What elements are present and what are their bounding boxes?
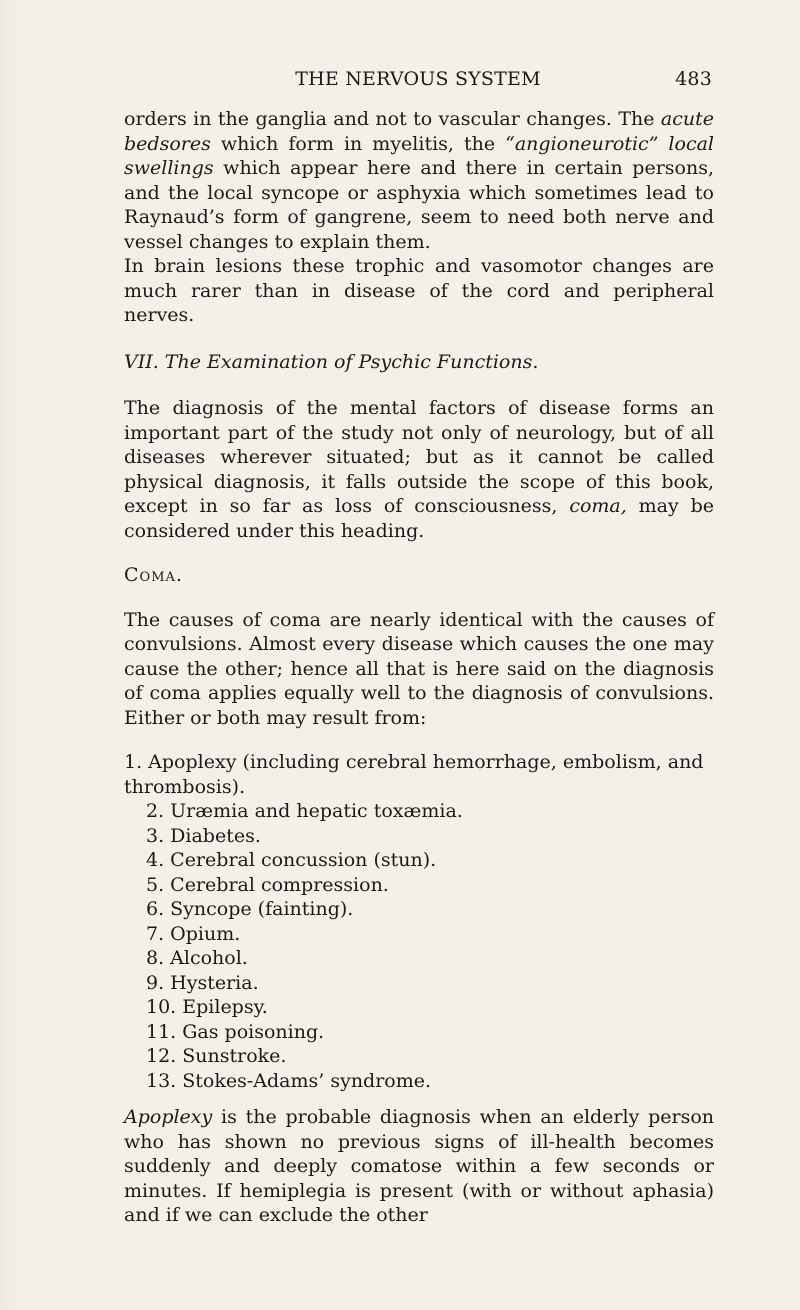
list-item: 2. Uræmia and hepatic toxæmia.: [146, 800, 463, 822]
italic-term: “angioneurotic” local swellings: [124, 132, 714, 179]
list-item: 13. Stokes-Adams’ syndrome.: [146, 1069, 432, 1092]
list-item: 12. Sunstroke.: [146, 1045, 287, 1067]
list-item: 9. Hysteria.: [146, 971, 259, 994]
paragraph-text: which form in myelitis, the: [210, 132, 506, 155]
paragraph-text: is the probable diagnosis when an elderly person who has shown no previous signs of ill-health becomes suddenly and deeply comatose within a few seconds or minutes. If hemiplegia is present (with or without aphasia) and if we can exclude the other: [124, 1106, 714, 1226]
paragraph-text: may be considered under this heading.: [124, 495, 714, 542]
paragraph-coma-causes: The causes of coma are nearly identical with the causes of convulsions. Almost every disease which causes the one may cause the other; hence all that is here said on the diagnosis of coma applies equally well to the diagnosis of convulsions. Either or both may result from:: [124, 608, 714, 729]
causes-list: [124, 750, 714, 1093]
paragraph-text: orders in the ganglia and not to vascular changes. The: [124, 108, 661, 130]
list-item: 8. Alcohol.: [146, 947, 248, 969]
paragraph-bedsores: [124, 107, 714, 254]
paragraph-text: which appear here and there in certain persons, and the local syncope or asphyxia which sometimes lead to Raynaud’s form of gangrene, seem to need both nerve and vessel changes to explain them.: [124, 157, 714, 253]
list-item: 5. Cerebral compression.: [146, 873, 389, 896]
coma-heading: Coma.: [124, 564, 183, 586]
italic-term: coma,: [569, 495, 627, 517]
paragraph-text: In brain lesions these trophic and vasomotor changes are much rarer than in disease of the cord and peripheral nerves.: [124, 255, 714, 326]
paragraph-apoplexy: [124, 1105, 714, 1228]
list-item: 7. Opium.: [146, 922, 241, 945]
list-item: 1. Apoplexy (including cerebral hemorrhage, embolism, and thrombosis).: [124, 751, 704, 798]
paragraph-text: The diagnosis of the mental factors of disease forms an important part of the study not only of neurology, but of all diseases wherever situated; but as it cannot be called physical diagnosis, it falls outside the scope of this book, except in so far as loss of consciousness,: [124, 397, 714, 517]
italic-term: acute bedsores: [124, 108, 714, 155]
list-item: 3. Diabetes.: [146, 824, 261, 847]
running-title: THE NERVOUS SYSTEM: [295, 68, 541, 90]
italic-term: Apoplexy: [124, 1106, 213, 1128]
paragraph-brain-lesions: [124, 254, 714, 328]
section-heading: VII. The Examination of Psychic Functions.: [124, 350, 539, 373]
body-text: [124, 107, 714, 1228]
paragraph-psychic-diagnosis: [124, 396, 714, 543]
page-number: 483: [675, 68, 712, 90]
list-item: 11. Gas poisoning.: [146, 1020, 325, 1043]
list-item: 6. Syncope (fainting).: [146, 898, 354, 920]
list-item: 4. Cerebral concussion (stun).: [146, 849, 437, 871]
list-item: 10. Epilepsy.: [146, 996, 268, 1018]
running-head: [124, 68, 712, 92]
